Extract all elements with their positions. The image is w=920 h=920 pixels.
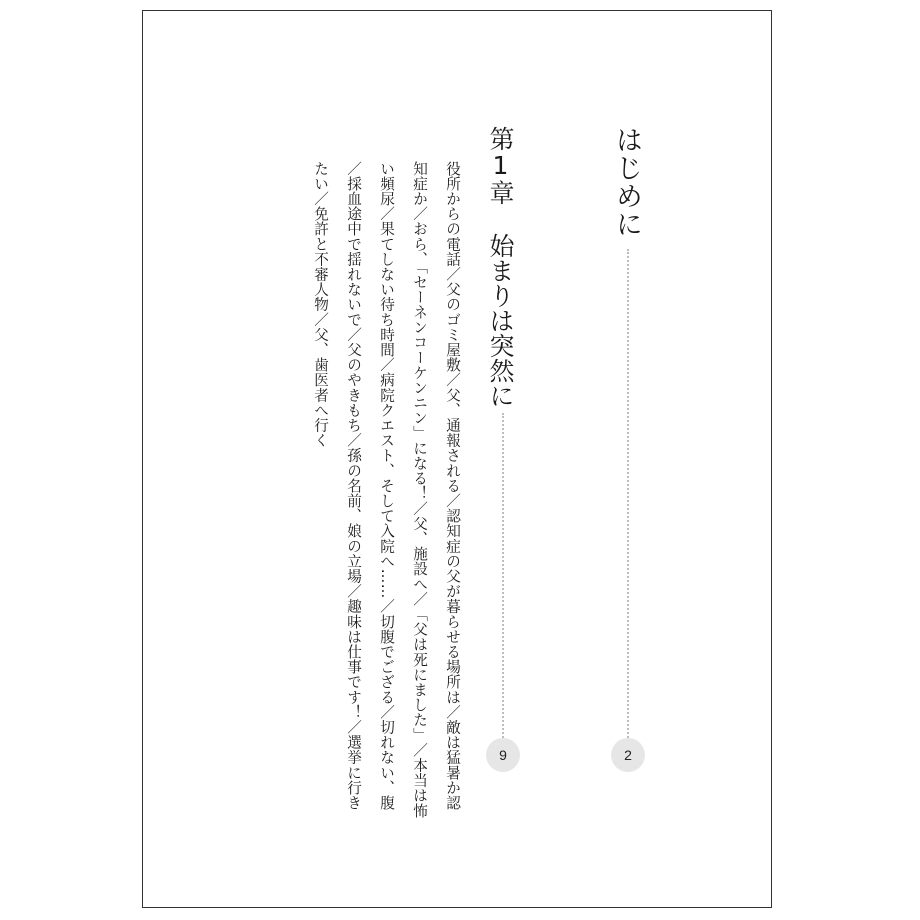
toc-entry-chapter1-leader <box>502 413 504 741</box>
toc-entry-intro-leader <box>627 249 629 741</box>
toc-entry-chapter1-page-number[interactable]: 9 <box>486 738 520 772</box>
toc-entry-chapter1-heading[interactable] <box>488 126 513 408</box>
chapter1-number-label: 第1章 <box>486 126 515 205</box>
table-of-contents-page <box>142 10 772 908</box>
toc-entry-intro-page-number[interactable]: 2 <box>611 738 645 772</box>
toc-entry-intro-title[interactable]: はじめに <box>611 126 642 238</box>
chapter1-title: 始まりは突然に <box>486 233 515 408</box>
chapter1-section-list: 役所からの電話／父のゴミ屋敷／父、通報される／認知症の父が暮らせる場所は／敵は猛暑か認知症か／おら、「セーネンコーケンニン」になる！／父、施設へ／「父は死にました」／本当は怖い頻尿／果てしない待ち時間／病院クエスト、そして入院へ……／切腹でござる／切れない、腹／採血途中で揺れないで／父のやきもち／孫の名前、娘の立場／趣味は仕事です！／選挙に行きたい／免許と不審人物／父、歯医者へ行く <box>312 161 461 819</box>
